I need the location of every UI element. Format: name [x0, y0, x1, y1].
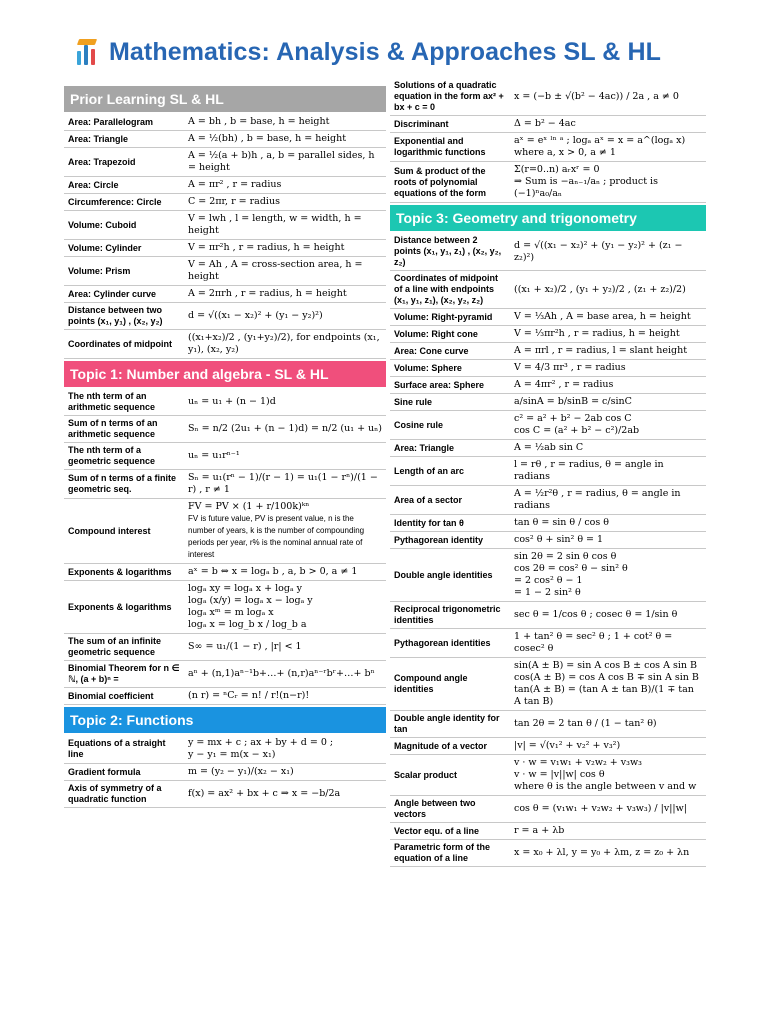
topic3-table: [390, 233, 706, 867]
formula-label: Parametric form of the equation of a line: [390, 840, 510, 867]
formula-cell: [184, 303, 386, 330]
right-top-table: [390, 78, 706, 203]
formula-label: Cosine rule: [390, 411, 510, 440]
formula-row: [64, 211, 386, 240]
formula-label: Surface area: Sphere: [390, 377, 510, 394]
formula-label: Compound interest: [64, 499, 184, 564]
formula-row: [390, 823, 706, 840]
formula-text: x = (−b ± √(b² − 4ac)) / 2a , a ≠ 0: [514, 90, 679, 102]
formula-text: sin(A ± B) = sin A cos B ± cos A sin B cos(A ± B) = cos A cos B ∓ sin A sin B tan(A ± B) = (tan A ± tan B)/(1 ∓ tan A tan B): [514, 660, 699, 707]
formula-text: Σ(r=0..n) aᵣxʳ = 0 ⇒ Sum is −aₙ₋₁/aₙ ; product is (−1)ⁿa₀/aₙ: [514, 164, 658, 199]
formula-text: A = ½r²θ , r = radius, θ = angle in radians: [514, 488, 681, 511]
formula-text: y = mx + c ; ax + by + d = 0 ; y − y₁ = m(x − x₁): [188, 737, 334, 760]
formula-text: d = √((x₁ − x₂)² + (y₁ − y₂)²): [188, 310, 323, 321]
formula-row: [64, 443, 386, 470]
formula-row: [64, 240, 386, 257]
formula-label: Reciprocal trigonometric identities: [390, 602, 510, 629]
formula-text: (n r) = ⁿCᵣ = n! / r!(n−r)!: [188, 690, 310, 701]
page-title: Mathematics: Analysis & Approaches SL & HL: [109, 37, 662, 66]
formula-cell: [184, 735, 386, 764]
formula-label: Area: Triangle: [64, 131, 184, 148]
formula-row: [390, 233, 706, 271]
formula-row: [64, 634, 386, 661]
formula-text: cos² θ + sin² θ = 1: [514, 534, 604, 545]
formula-text: x = x₀ + λl, y = y₀ + λm, z = z₀ + λn: [514, 847, 690, 858]
formula-text: ((x₁ + x₂)/2 , (y₁ + y₂)/2 , (z₁ + z₂)/2): [514, 283, 686, 295]
formula-row: [64, 177, 386, 194]
formula-row: [390, 602, 706, 629]
formula-label: Volume: Prism: [64, 257, 184, 286]
formula-cell: [184, 148, 386, 177]
formula-text: S∞ = u₁/(1 − r) , |r| < 1: [188, 641, 302, 652]
formula-row: [390, 440, 706, 457]
formula-label: Sine rule: [390, 394, 510, 411]
formula-text: V = ⅓Ah , A = base area, h = height: [514, 311, 691, 322]
formula-label: Solutions of a quadratic equation in the form ax² + bx + c = 0: [390, 78, 510, 116]
formula-cell: [184, 131, 386, 148]
formula-text: tan θ = sin θ / cos θ: [514, 517, 610, 528]
formula-row: [390, 309, 706, 326]
formula-text: uₙ = u₁ + (n − 1)d: [188, 396, 276, 407]
formula-text: l = rθ , r = radius, θ = angle in radians: [514, 459, 664, 482]
formula-label: Area of a sector: [390, 486, 510, 515]
formula-cell: [184, 194, 386, 211]
formula-row: [64, 781, 386, 808]
section-banner-topic1: Topic 1: Number and algebra - SL & HL: [64, 361, 386, 387]
formula-cell: [510, 602, 706, 629]
formula-text: Sₙ = n/2 (2u₁ + (n − 1)d) = n/2 (u₁ + uₙ): [188, 423, 382, 434]
logo-icon: [75, 37, 101, 67]
formula-row: [390, 394, 706, 411]
formula-label: Pythagorean identities: [390, 629, 510, 658]
formula-row: [390, 271, 706, 309]
formula-label: The nth term of an arithmetic sequence: [64, 389, 184, 416]
formula-row: [390, 457, 706, 486]
formula-label: Volume: Cuboid: [64, 211, 184, 240]
formula-text: cos θ = (v₁w₁ + v₂w₂ + v₃w₃) / |v||w|: [514, 803, 687, 814]
formula-row: [390, 840, 706, 867]
header: [75, 34, 661, 70]
formula-cell: [184, 661, 386, 688]
formula-row: [390, 738, 706, 755]
formula-label: Area: Triangle: [390, 440, 510, 457]
formula-cell: [510, 133, 706, 162]
formula-label: Exponents & logarithms: [64, 581, 184, 634]
formula-label: Volume: Cylinder: [64, 240, 184, 257]
formula-row: [390, 133, 706, 162]
formula-label: Vector equ. of a line: [390, 823, 510, 840]
formula-cell: [510, 457, 706, 486]
formula-row: [64, 581, 386, 634]
formula-label: Distance between two points (x₁, y₁) , (x₂, y₂): [64, 303, 184, 330]
formula-row: [390, 343, 706, 360]
formula-cell: [184, 634, 386, 661]
formula-label: Discriminant: [390, 116, 510, 133]
formula-row: [64, 303, 386, 330]
formula-text: A = bh , b = base, h = height: [188, 116, 330, 127]
formula-row: [390, 658, 706, 711]
formula-row: [390, 711, 706, 738]
formula-row: [64, 764, 386, 781]
formula-cell: [510, 711, 706, 738]
formula-label: Length of an arc: [390, 457, 510, 486]
topic2-table: [64, 735, 386, 808]
formula-label: Compound angle identities: [390, 658, 510, 711]
formula-label: The sum of an infinite geometric sequence: [64, 634, 184, 661]
formula-label: Volume: Sphere: [390, 360, 510, 377]
formula-row: [390, 116, 706, 133]
formula-label: Circumference: Circle: [64, 194, 184, 211]
formula-cell: [184, 470, 386, 499]
formula-text: logₐ xy = logₐ x + logₐ y logₐ (x/y) = logₐ x − logₐ y logₐ xᵐ = m logₐ x logₐ x = log_b x / log_b a: [188, 583, 313, 630]
formula-text: V = 4/3 πr³ , r = radius: [514, 362, 626, 373]
formula-cell: [184, 257, 386, 286]
formula-label: Pythagorean identity: [390, 532, 510, 549]
formula-cell: [510, 271, 706, 309]
formula-row: [390, 532, 706, 549]
formula-label: Axis of symmetry of a quadratic function: [64, 781, 184, 808]
formula-text: tan 2θ = 2 tan θ / (1 − tan² θ): [514, 718, 657, 729]
formula-row: [64, 148, 386, 177]
formula-text: v · w = v₁w₁ + v₂w₂ + v₃w₃ v · w = |v||w| cos θ where θ is the angle between v and w: [514, 757, 697, 792]
formula-cell: [510, 440, 706, 457]
formula-label: Sum & product of the roots of polynomial equations of the form: [390, 162, 510, 203]
formula-text: aˣ = b ⇔ x = logₐ b , a, b > 0, a ≠ 1: [188, 566, 358, 577]
formula-label: Coordinates of midpoint of a line with endpoints (x₁, y₁, z₁), (x₂, y₂, z₂): [390, 271, 510, 309]
formula-row: [390, 486, 706, 515]
formula-cell: [184, 764, 386, 781]
topic1-table: [64, 389, 386, 705]
formula-row: [64, 114, 386, 131]
formula-text: f(x) = ax² + bx + c ⇒ x = −b/2a: [188, 788, 341, 799]
formula-row: [64, 564, 386, 581]
formula-cell: [184, 330, 386, 359]
formula-cell: [510, 738, 706, 755]
formula-row: [64, 416, 386, 443]
formula-label: Area: Trapezoid: [64, 148, 184, 177]
formula-label: Coordinates of midpoint: [64, 330, 184, 359]
formula-note: FV is future value, PV is present value, n is the number of years, k is the number of compounding periods per year, r% is the nominal annual rate of interest: [188, 514, 365, 559]
formula-cell: [510, 162, 706, 203]
formula-text: a/sinA = b/sinB = c/sinC: [514, 396, 632, 407]
formula-text: FV = PV × (1 + r/100k)ᵏⁿ: [188, 501, 310, 512]
formula-label: Gradient formula: [64, 764, 184, 781]
formula-text: m = (y₂ − y₁)/(x₂ − x₁): [188, 766, 294, 777]
formula-text: sin 2θ = 2 sin θ cos θ cos 2θ = cos² θ − sin² θ = 2 cos² θ − 1 = 1 − 2 sin² θ: [514, 551, 628, 598]
formula-text: aⁿ + (n,1)aⁿ⁻¹b+…+ (n,r)aⁿ⁻ʳbʳ+…+ bⁿ: [188, 668, 375, 679]
formula-cell: [510, 377, 706, 394]
formula-text: c² = a² + b² − 2ab cos C cos C = (a² + b² − c²)/2ab: [514, 413, 640, 436]
formula-row: [390, 78, 706, 116]
prior-table: [64, 114, 386, 359]
formula-cell: [184, 389, 386, 416]
formula-row: [390, 549, 706, 602]
formula-label: The nth term of a geometric sequence: [64, 443, 184, 470]
formula-cell: [510, 116, 706, 133]
formula-row: [64, 194, 386, 211]
right-column: [390, 78, 706, 867]
formula-row: [64, 661, 386, 688]
formula-cell: [184, 286, 386, 303]
formula-row: [64, 735, 386, 764]
formula-label: Exponents & logarithms: [64, 564, 184, 581]
formula-row: [390, 162, 706, 203]
formula-row: [64, 470, 386, 499]
formula-text: d = √((x₁ − x₂)² + (y₁ − y₂)² + (z₁ − z₂)²): [514, 239, 683, 263]
formula-row: [390, 326, 706, 343]
formula-label: Magnitude of a vector: [390, 738, 510, 755]
formula-cell: [510, 411, 706, 440]
formula-text: A = ½(a + b)h , a, b = parallel sides, h = height: [188, 150, 375, 173]
formula-label: Area: Cylinder curve: [64, 286, 184, 303]
formula-cell: [184, 581, 386, 634]
formula-cell: [510, 394, 706, 411]
formula-cell: [184, 240, 386, 257]
formula-text: A = ½ab sin C: [514, 442, 584, 453]
formula-label: Scalar product: [390, 755, 510, 796]
formula-cell: [510, 532, 706, 549]
formula-label: Area: Parallelogram: [64, 114, 184, 131]
formula-cell: [184, 211, 386, 240]
formula-text: sec θ = 1/cos θ ; cosec θ = 1/sin θ: [514, 609, 678, 620]
formula-cell: [184, 114, 386, 131]
formula-text: r = a + λb: [514, 825, 565, 836]
formula-label: Sum of n terms of a finite geometric seq.: [64, 470, 184, 499]
formula-row: [390, 377, 706, 394]
formula-label: Identity for tan θ: [390, 515, 510, 532]
formula-label: Angle between two vectors: [390, 796, 510, 823]
formula-label: Volume: Right cone: [390, 326, 510, 343]
left-column: [64, 84, 386, 808]
formula-label: Exponential and logarithmic functions: [390, 133, 510, 162]
formula-row: [390, 796, 706, 823]
formula-cell: [184, 499, 386, 564]
formula-text: aˣ = eˣ ˡⁿ ᵃ ; logₐ aˣ = x = a^(logₐ x) where a, x > 0, a ≠ 1: [514, 135, 686, 158]
formula-cell: [510, 840, 706, 867]
formula-text: 1 + tan² θ = sec² θ ; 1 + cot² θ = cosec² θ: [514, 631, 673, 654]
formula-row: [390, 629, 706, 658]
formula-text: V = Ah , A = cross-section area, h = height: [188, 259, 363, 282]
section-banner-topic2: Topic 2: Functions: [64, 707, 386, 733]
formula-row: [64, 330, 386, 359]
formula-label: Sum of n terms of an arithmetic sequence: [64, 416, 184, 443]
formula-text: A = 2πrh , r = radius, h = height: [188, 288, 347, 299]
formula-label: Area: Circle: [64, 177, 184, 194]
formula-text: |v| = √(v₁² + v₂² + v₃²): [514, 740, 621, 751]
formula-row: [64, 688, 386, 705]
formula-cell: [510, 629, 706, 658]
formula-label: Binomial coefficient: [64, 688, 184, 705]
formula-cell: [510, 823, 706, 840]
formula-label: Distance between 2 points (x₁, y₁, z₁) , (x₂, y₂, z₂): [390, 233, 510, 271]
formula-text: Sₙ = u₁(rⁿ − 1)/(r − 1) = u₁(1 − rⁿ)/(1 − r) , r ≠ 1: [188, 472, 378, 495]
formula-cell: [510, 486, 706, 515]
formula-row: [64, 286, 386, 303]
formula-cell: [510, 309, 706, 326]
formula-row: [64, 131, 386, 148]
formula-label: Binomial Theorem for n ∈ ℕ, (a + b)ⁿ =: [64, 661, 184, 688]
formula-label: Double angle identity for tan: [390, 711, 510, 738]
formula-text: A = ½(bh) , b = base, h = height: [188, 133, 347, 144]
formula-text: A = πrl , r = radius, l = slant height: [514, 345, 688, 356]
formula-label: Equations of a straight line: [64, 735, 184, 764]
formula-row: [390, 411, 706, 440]
formula-text: uₙ = u₁rⁿ⁻¹: [188, 450, 240, 461]
formula-label: Area: Cone curve: [390, 343, 510, 360]
formula-text: ((x₁+x₂)/2 , (y₁+y₂)/2), for endpoints (x₁, y₁), (x₂, y₂): [188, 332, 380, 355]
formula-text: A = πr² , r = radius: [188, 179, 282, 190]
formula-cell: [184, 177, 386, 194]
formula-text: C = 2πr, r = radius: [188, 196, 280, 207]
formula-cell: [510, 360, 706, 377]
formula-label: Volume: Right-pyramid: [390, 309, 510, 326]
formula-row: [64, 257, 386, 286]
formula-row: [390, 755, 706, 796]
formula-label: Double angle identities: [390, 549, 510, 602]
formula-cell: [510, 796, 706, 823]
formula-cell: [510, 549, 706, 602]
formula-cell: [510, 658, 706, 711]
formula-cell: [510, 233, 706, 271]
formula-cell: [510, 78, 706, 116]
section-banner-prior: Prior Learning SL & HL: [64, 86, 386, 112]
formula-cell: [510, 515, 706, 532]
formula-cell: [184, 688, 386, 705]
formula-row: [64, 499, 386, 564]
formula-row: [64, 389, 386, 416]
formula-cell: [510, 326, 706, 343]
formula-cell: [184, 781, 386, 808]
formula-row: [390, 515, 706, 532]
formula-text: V = ⅓πr²h , r = radius, h = height: [514, 328, 680, 339]
formula-cell: [510, 343, 706, 360]
formula-text: V = lwh , l = length, w = width, h = height: [188, 213, 362, 236]
formula-row: [390, 360, 706, 377]
section-banner-topic3: Topic 3: Geometry and trigonometry: [390, 205, 706, 231]
formula-text: Δ = b² − 4ac: [514, 118, 576, 129]
formula-cell: [184, 416, 386, 443]
formula-text: V = πr²h , r = radius, h = height: [188, 242, 345, 253]
formula-cell: [184, 564, 386, 581]
formula-cell: [184, 443, 386, 470]
formula-cell: [510, 755, 706, 796]
formula-text: A = 4πr² , r = radius: [514, 379, 614, 390]
